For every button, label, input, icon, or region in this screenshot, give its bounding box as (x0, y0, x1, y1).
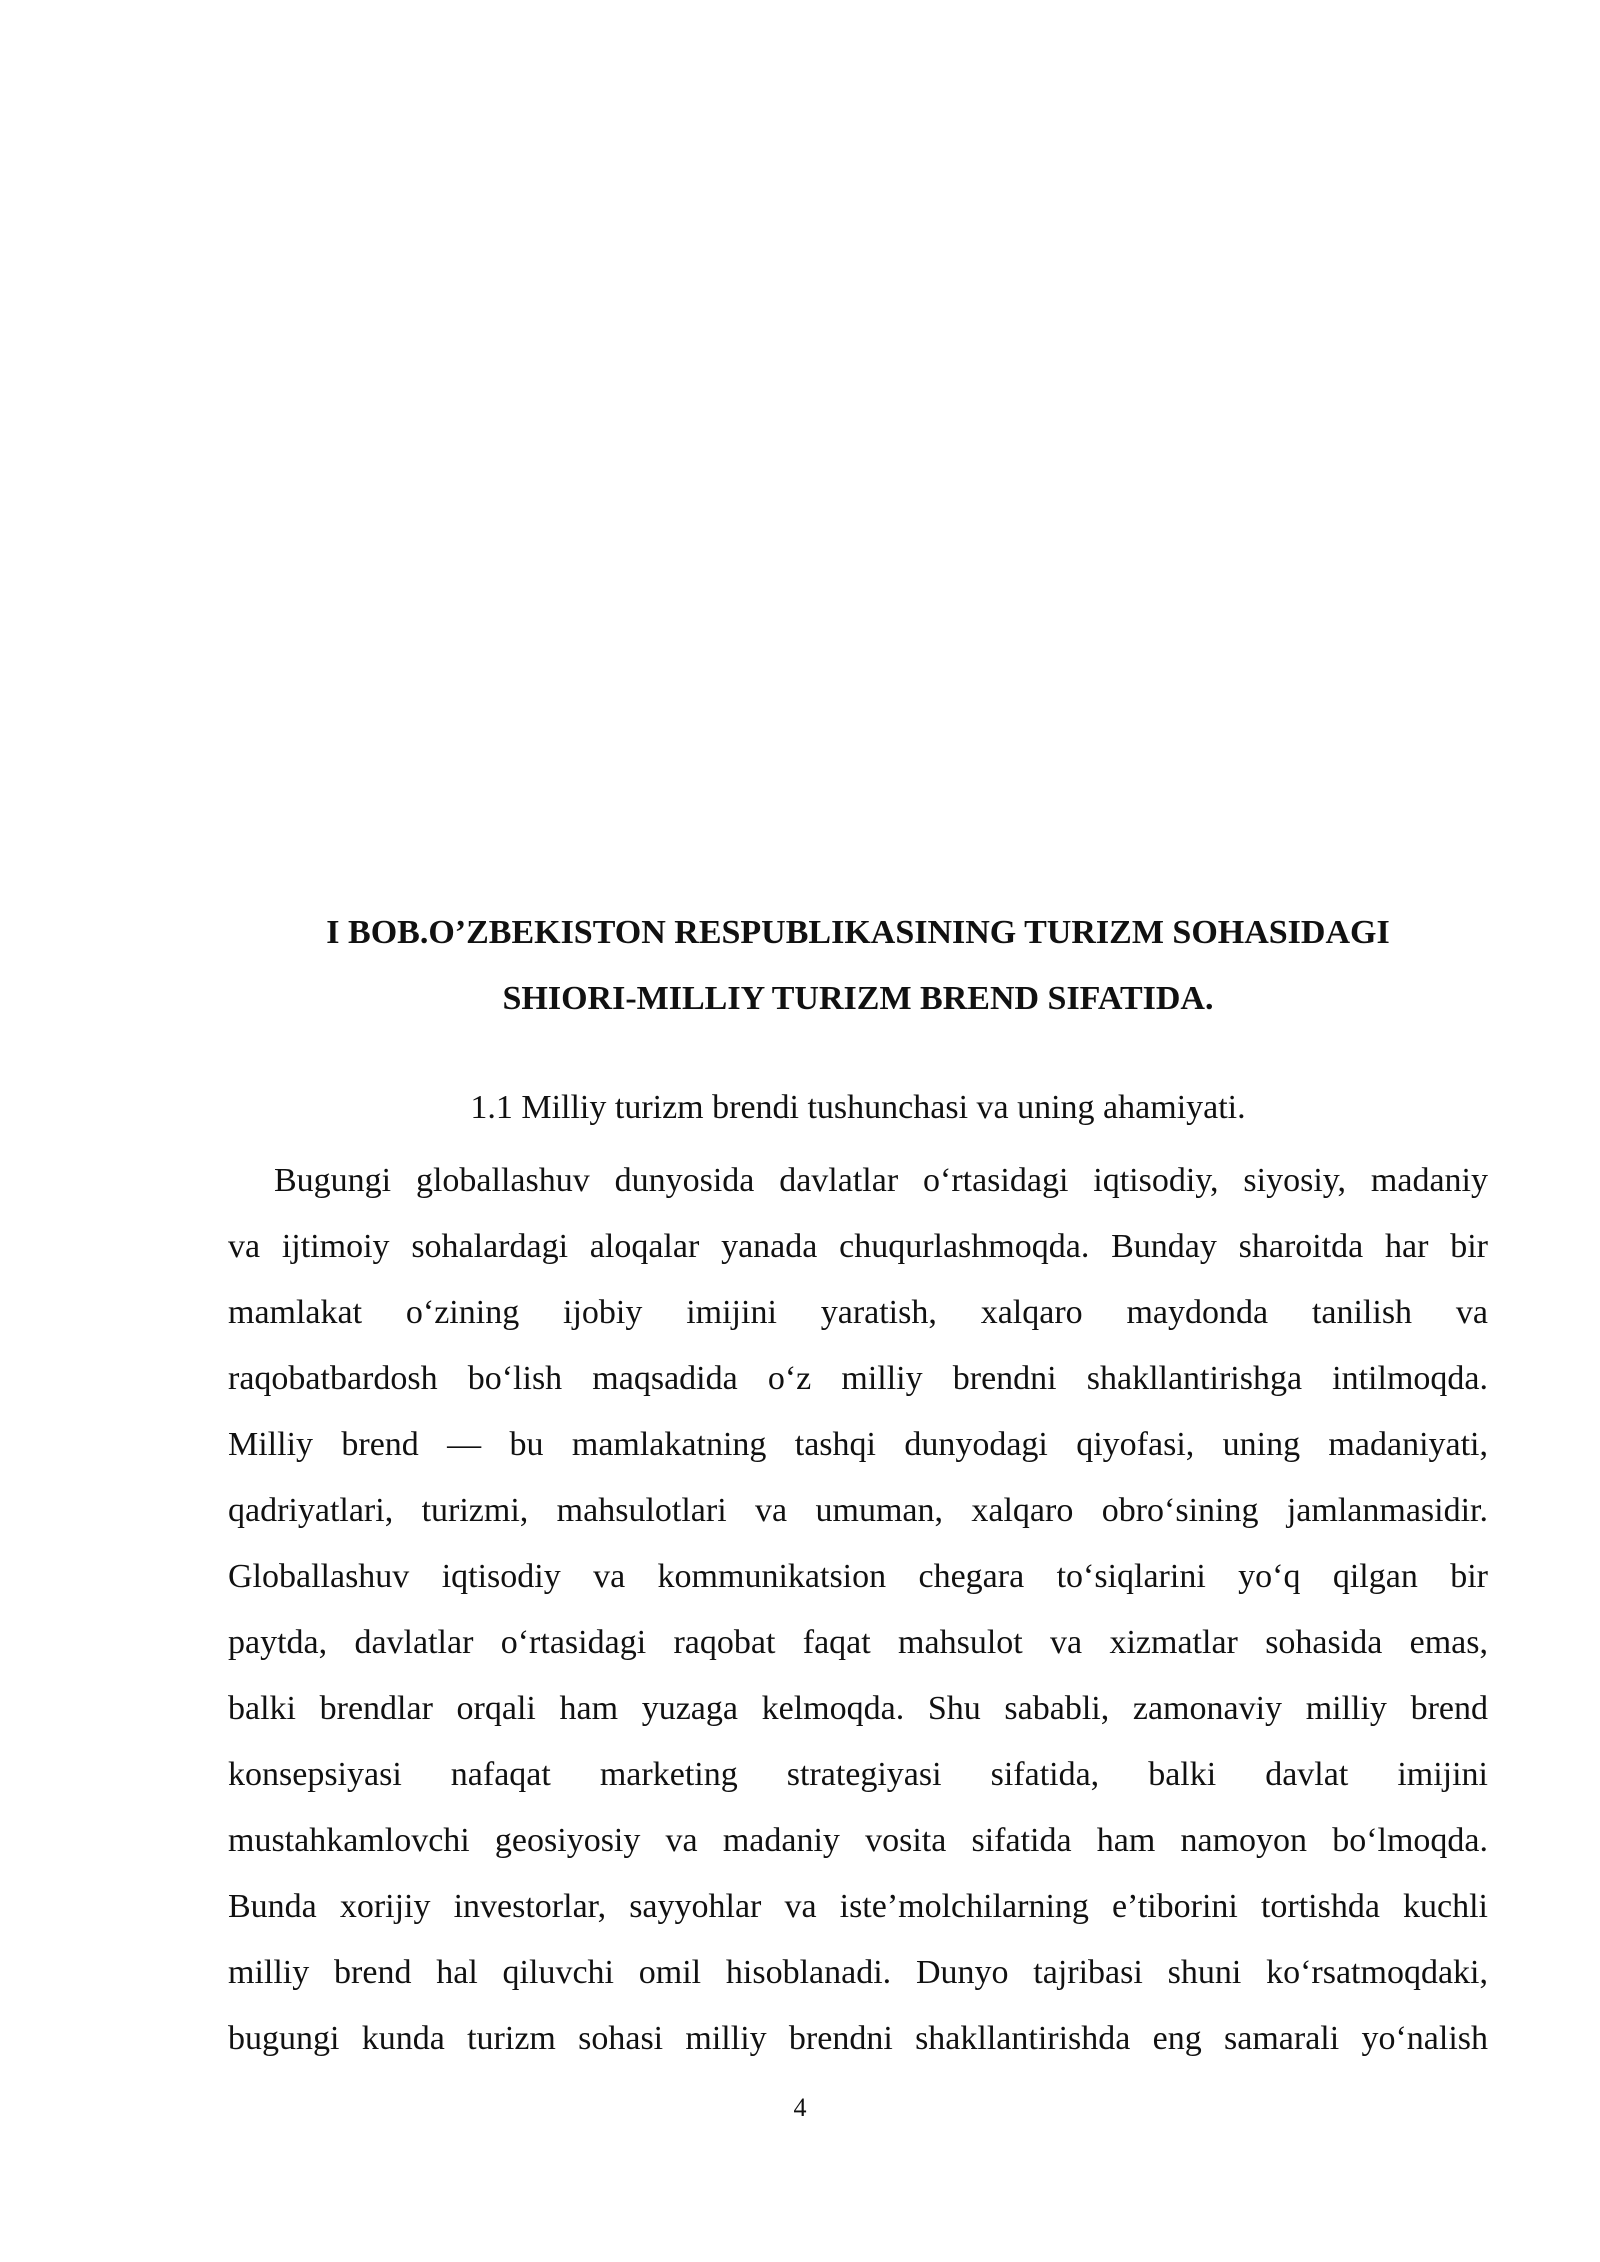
paragraph-line: Globallashuv iqtisodiy va kommunikatsion chegara to‘siqlarini yo‘q qilgan bir (228, 1558, 1488, 1595)
page-number: 4 (793, 2093, 807, 2122)
body-paragraph (228, 1148, 1488, 2072)
chapter-title-line-2: SHIORI-MILLIY TURIZM BREND SIFATIDA. (502, 980, 1214, 1017)
paragraph-line: va ijtimoiy sohalardagi aloqalar yanada chuqurlashmoqda. Bunday sharoitda har bir (228, 1228, 1488, 1265)
paragraph-line: raqobatbardosh bo‘lish maqsadida o‘z milliy brendni shakllantirishga intilmoqda. (228, 1360, 1488, 1397)
paragraph-line: Bunda xorijiy investorlar, sayyohlar va iste’molchilarning e’tiborini tortishda kuchli (228, 1888, 1488, 1925)
paragraph-line: Milliy brend — bu mamlakatning tashqi dunyodagi qiyofasi, uning madaniyati, (228, 1426, 1488, 1463)
paragraph-line: Bugungi globallashuv dunyosida davlatlar o‘rtasidagi iqtisodiy, siyosiy, madaniy (274, 1162, 1488, 1199)
paragraph-line: paytda, davlatlar o‘rtasidagi raqobat faqat mahsulot va xizmatlar sohasida emas, (228, 1624, 1488, 1661)
paragraph-line: mustahkamlovchi geosiyosiy va madaniy vosita sifatida ham namoyon bo‘lmoqda. (228, 1822, 1488, 1859)
chapter-title-line-1: I BOB.O’ZBEKISTON RESPUBLIKASINING TURIZM SOHASIDAGI (326, 914, 1390, 951)
paragraph-line: konsepsiyasi nafaqat marketing strategiyasi sifatida, balki davlat imijini (228, 1756, 1488, 1793)
paragraph-line: balki brendlar orqali ham yuzaga kelmoqda. Shu sababli, zamonaviy milliy brend (228, 1690, 1488, 1727)
paragraph-line: bugungi kunda turizm sohasi milliy brendni shakllantirishda eng samarali yo‘nalish (228, 2020, 1488, 2057)
chapter-title (228, 900, 1488, 1032)
section-title: 1.1 Milliy turizm brendi tushunchasi va uning ahamiyati. (470, 1089, 1246, 1126)
paragraph-line: mamlakat o‘zining ijobiy imijini yaratish, xalqaro maydonda tanilish va (228, 1294, 1488, 1331)
paragraph-line: qadriyatlari, turizmi, mahsulotlari va umuman, xalqaro obro‘sining jamlanmasidir. (228, 1492, 1488, 1529)
paragraph-line: milliy brend hal qiluvchi omil hisoblanadi. Dunyo tajribasi shuni ko‘rsatmoqdaki, (228, 1954, 1488, 1991)
